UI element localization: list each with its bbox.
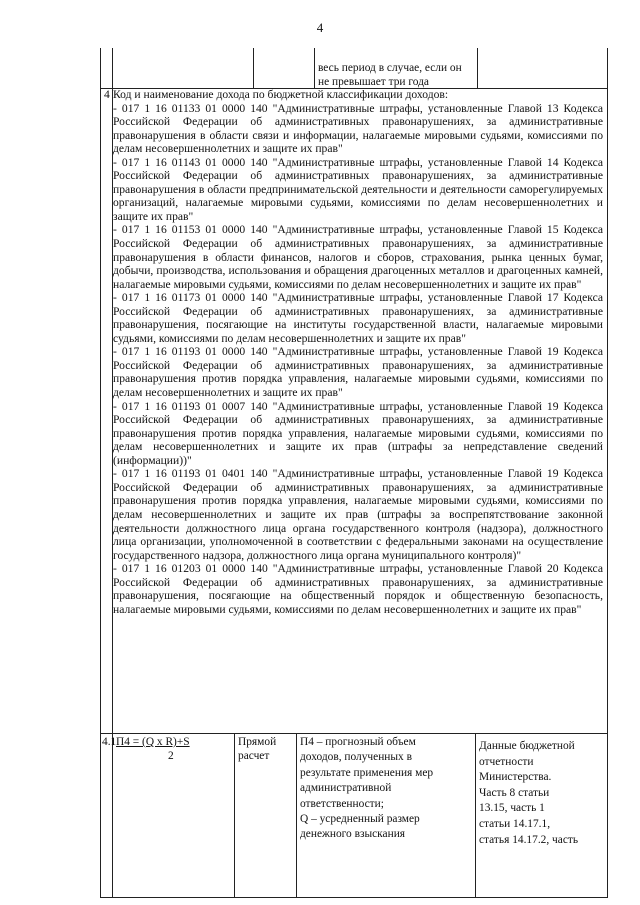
cell-line: результате применения мер <box>300 766 434 779</box>
cell-line: денежного взыскания <box>300 828 406 841</box>
income-code-item: - 017 1 16 01193 01 0401 140 "Административные штрафы, установленные Главой 19 Кодекса Российской Федерации об административных правонарушениях, за административные правонарушения против порядка управления, налагаемые мировыми судьями, комиссиями по делам несовершеннолетних и защите их прав (штрафы за воспрепятствование законной деятельности должностного лица органа государственного контроля (надзора), должностного лица организации, уполномоченной в соответствии с федеральными законами на осуществление государственного надзора, должностного лица органа муниципального контроля)" <box>113 467 603 562</box>
cell-line: статьи 14.17.1, <box>479 817 551 830</box>
row-number: 4.1 <box>102 736 117 748</box>
cell-line: расчет <box>238 750 270 762</box>
income-code-item: - 017 1 16 01143 01 0000 140 "Административные штрафы, установленные Главой 14 Кодекса Российской Федерации об административных правонарушениях, за административные правонарушения в области предпринимательской деятельности и деятельности саморегулируемых организаций, налагаемые мировыми судьями, комиссиями по делам несовершеннолетних и защите их прав" <box>113 155 603 223</box>
source-cell <box>479 739 607 848</box>
income-code-item: - 017 1 16 01193 01 0000 140 "Административные штрафы, установленные Главой 19 Кодекса Российской Федерации об административных правонарушениях, за административные правонарушения против порядка управления, налагаемые мировыми судьями, комиссиями по делам несовершеннолетних и защите их прав" <box>113 345 603 400</box>
cell-line: 13.15, часть 1 <box>479 802 545 815</box>
table-divider <box>234 733 235 898</box>
table-divider <box>477 48 478 88</box>
row-4-heading: Код и наименование дохода по бюджетной классификации доходов: <box>113 88 449 101</box>
table-cell <box>318 62 462 90</box>
income-code-item: - 017 1 16 01173 01 0000 140 "Административные штрафы, установленные Главой 17 Кодекса Российской Федерации об административных правонарушениях, за административные правонарушения, посягающие на институты государственной власти, налагаемые мировыми судьями, комиссиями по делам несовершеннолетних и защите их прав" <box>113 291 603 345</box>
cell-line: весь период в случае, если он <box>318 62 462 74</box>
cell-line: административной <box>300 782 392 795</box>
formula-numerator: П4 = (Q x R)+S <box>116 736 190 748</box>
cell-line: не превышает три года <box>318 75 429 88</box>
income-code-item: - 017 1 16 01153 01 0000 140 "Административные штрафы, установленные Главой 15 Кодекса Российской Федерации об административных правонарушениях, за административные правонарушения в области финансов, налогов и сборов, страхования, рынка ценных бумаг, добычи, производства, использования и обращения драгоценных металлов и драгоценных камней, налагаемые мировыми судьями, комиссиями по делам несовершеннолетних и защите их прав" <box>113 223 603 291</box>
description-cell <box>300 735 472 843</box>
table-divider <box>296 733 297 898</box>
table-divider <box>100 733 608 734</box>
cell-line: Прямой <box>238 736 277 748</box>
cell-line: Часть 8 статьи <box>479 786 550 799</box>
table-divider <box>475 733 476 898</box>
cell-line: доходов, полученных в <box>300 751 412 764</box>
cell-line: Министерства. <box>479 771 552 784</box>
formula-denominator: 2 <box>168 750 174 762</box>
cell-line: Q – усредненный размер <box>300 813 420 826</box>
cell-line: П4 – прогнозный объем <box>300 736 416 748</box>
table-divider <box>314 48 315 88</box>
table-divider <box>253 48 254 88</box>
cell-line: статья 14.17.2, часть <box>479 833 579 846</box>
income-code-item: - 017 1 16 01193 01 0007 140 "Административные штрафы, установленные Главой 19 Кодекса Российской Федерации об административных правонарушениях, за административные правонарушения против порядка управления, налагаемые мировыми судьями, комиссиями по делам несовершеннолетних и защите их прав (штрафы за непредставление сведений (информации))" <box>113 399 603 467</box>
page-number: 4 <box>316 20 324 35</box>
cell-line: Данные бюджетной <box>479 740 575 752</box>
income-code-item: - 017 1 16 01133 01 0000 140 "Административные штрафы, установленные Главой 13 Кодекса Российской Федерации об административных правонарушениях, за административные правонарушения в области связи и информации, налагаемые мировыми судьями, комиссиями по делам несовершеннолетних и защите их прав" <box>113 101 603 156</box>
formula-cell <box>116 735 232 763</box>
cell-line: ответственности; <box>300 797 384 810</box>
row-4-content <box>113 88 603 616</box>
method-cell <box>238 735 294 763</box>
income-code-item: - 017 1 16 01203 01 0000 140 "Административные штрафы, установленные Главой 20 Кодекса Российской Федерации об административных правонарушениях, за административные правонарушения, посягающие на общественный порядок и общественную безопасность, налагаемые мировыми судьями, комиссиями по делам несовершеннолетних и защите их прав" <box>113 562 603 616</box>
row-number: 4 <box>104 88 110 101</box>
cell-line: отчетности <box>479 755 534 768</box>
